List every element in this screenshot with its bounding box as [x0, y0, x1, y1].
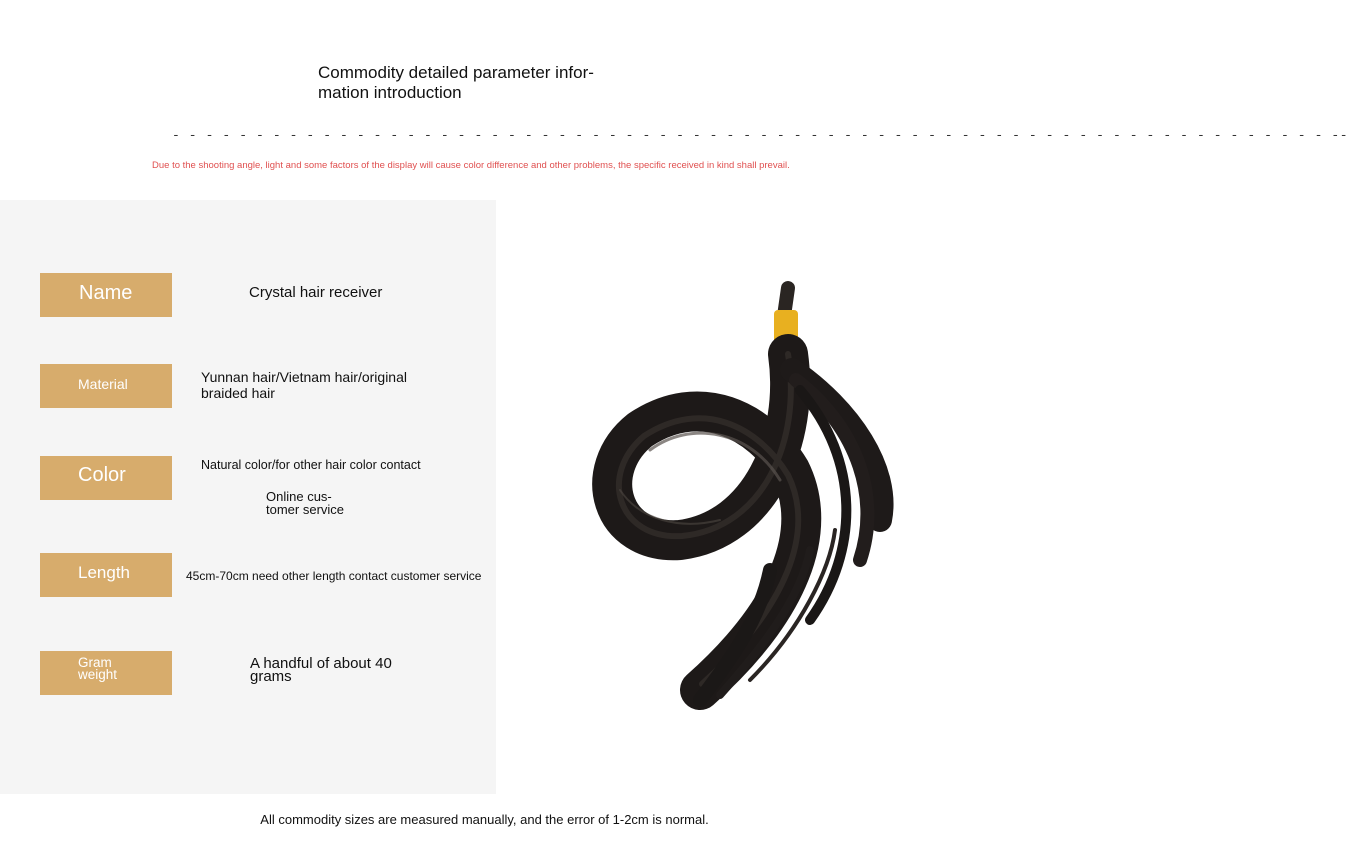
- weight-label-line1: Gram: [78, 655, 112, 670]
- weight-value-line1: A handful of about 40: [250, 655, 392, 672]
- hair-product-image: [560, 270, 910, 710]
- weight-label: [40, 651, 172, 695]
- color-label-text: Color: [78, 464, 126, 486]
- color-value-line2: Online cus-: [266, 489, 332, 504]
- material-label-text: Material: [78, 376, 128, 392]
- material-label: [40, 364, 172, 408]
- color-value-line1: Natural color/for other hair color contact: [201, 458, 421, 472]
- measurement-note: All commodity sizes are measured manually, and the error of 1-2cm is normal.: [260, 812, 709, 827]
- page-title: [318, 63, 618, 103]
- color-value-line3: tomer service: [266, 502, 345, 517]
- weight-label-line2: weight: [78, 667, 118, 682]
- name-label: [40, 273, 172, 317]
- weight-value: [250, 657, 392, 683]
- color-label: [40, 456, 172, 500]
- page-title-line2: mation introduction: [318, 83, 462, 102]
- color-value-contact: [266, 490, 344, 516]
- material-value: [201, 369, 407, 401]
- weight-label-text: [78, 657, 117, 681]
- page-title-line1: Commodity detailed parameter infor-: [318, 63, 594, 82]
- dashed-divider: - - - - - - - - - - - - - - - - - - - - - - - - - - - - - - - - - - - - - - - - - - - - - - - - - - - - - - - - - - - - - - - - - - - - - --: [172, 128, 1348, 143]
- length-label-text: Length: [78, 563, 130, 582]
- name-label-text: Name: [79, 282, 133, 304]
- weight-value-line2: grams: [250, 668, 292, 685]
- length-label: [40, 553, 172, 597]
- length-value: 45cm-70cm need other length contact customer service: [186, 569, 482, 583]
- material-value-line1: Yunnan hair/Vietnam hair/original: [201, 369, 407, 385]
- hair-illustration: [560, 270, 910, 710]
- color-difference-notice: Due to the shooting angle, light and some factors of the display will cause color difference and other problems, the specific received in kind shall prevail.: [152, 160, 790, 171]
- name-value: Crystal hair receiver: [249, 284, 383, 301]
- material-value-line2: braided hair: [201, 385, 275, 401]
